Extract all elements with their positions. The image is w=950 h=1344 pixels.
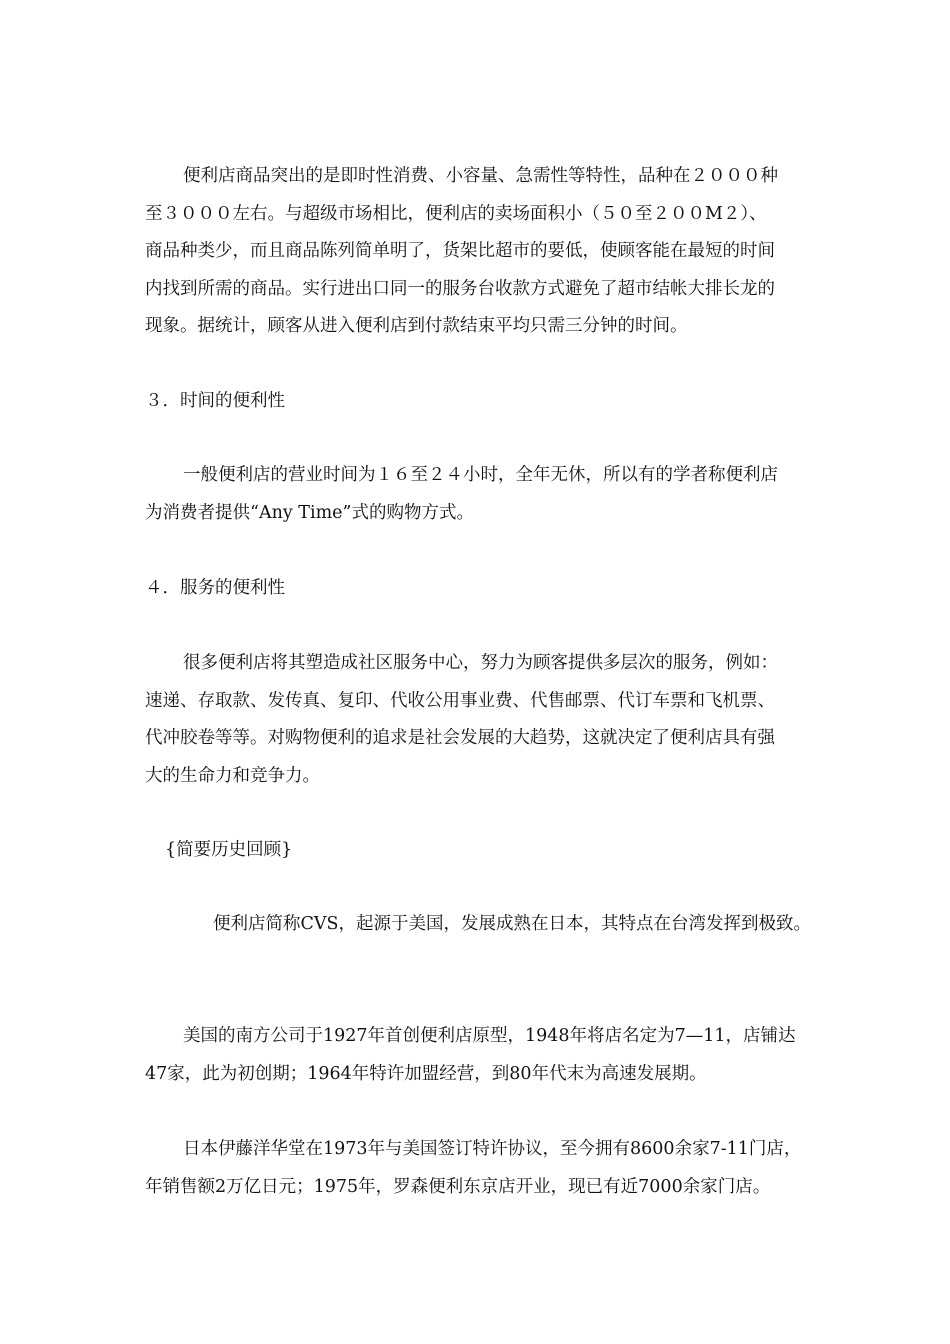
paragraph-service-convenience	[145, 645, 849, 795]
section-heading-service: ４．服务的便利性	[145, 578, 285, 598]
paragraph-line: 至３０００左右。与超级市场相比，便利店的卖场面积小（５０至２００M２）、	[145, 203, 767, 224]
paragraph-line: 大的生命力和竞争力。	[145, 765, 320, 786]
history-intro: 便利店简称CVS，起源于美国，发展成熟在日本，其特点在台湾发挥到极致。	[213, 914, 812, 934]
paragraph-time-convenience	[145, 457, 849, 532]
paragraph-line: 商品种类少，而且商品陈列简单明了，货架比超市的要低，使顾客能在最短的时间	[145, 241, 775, 261]
paragraph-product-convenience	[145, 158, 849, 346]
paragraph-line: 内找到所需的商品。实行进出口同一的服务台收款方式避免了超市结帐大排长龙的	[145, 278, 775, 299]
paragraph-line: 速递、存取款、发传真、复印、代收公用事业费、代售邮票、代订车票和飞机票、	[145, 690, 775, 711]
paragraph-line: 便利店商品突出的是即时性消费、小容量、急需性等特性，品种在２０００种	[183, 166, 778, 186]
paragraph-line: 为消费者提供“Any Time”式的购物方式。	[145, 502, 474, 523]
paragraph-line: 年销售额2万亿日元；1975年，罗森便利东京店开业，现已有近7000余家门店。	[145, 1176, 771, 1197]
section-heading-time: ３．时间的便利性	[145, 391, 285, 411]
paragraph-japan-history	[145, 1131, 849, 1206]
paragraph-line: 日本伊藤洋华堂在1973年与美国签订特许协议，至今拥有8600余家7-11门店，	[183, 1139, 802, 1159]
paragraph-line: 很多便利店将其塑造成社区服务中心，努力为顾客提供多层次的服务，例如：	[183, 653, 778, 673]
paragraph-us-history	[145, 1018, 849, 1093]
paragraph-line: 代冲胶卷等等。对购物便利的追求是社会发展的大趋势，这就决定了便利店具有强	[145, 728, 775, 748]
section-heading-history: {简要历史回顾}	[165, 840, 293, 860]
paragraph-line: 47家，此为初创期；1964年特许加盟经营，到80年代末为高速发展期。	[145, 1063, 707, 1084]
paragraph-line: 现象。据统计，顾客从进入便利店到付款结束平均只需三分钟的时间。	[145, 316, 688, 336]
paragraph-line: 美国的南方公司于1927年首创便利店原型，1948年将店名定为7—11，店铺达	[183, 1026, 796, 1046]
paragraph-line: 一般便利店的营业时间为１６至２４小时，全年无休，所以有的学者称便利店	[183, 465, 778, 485]
